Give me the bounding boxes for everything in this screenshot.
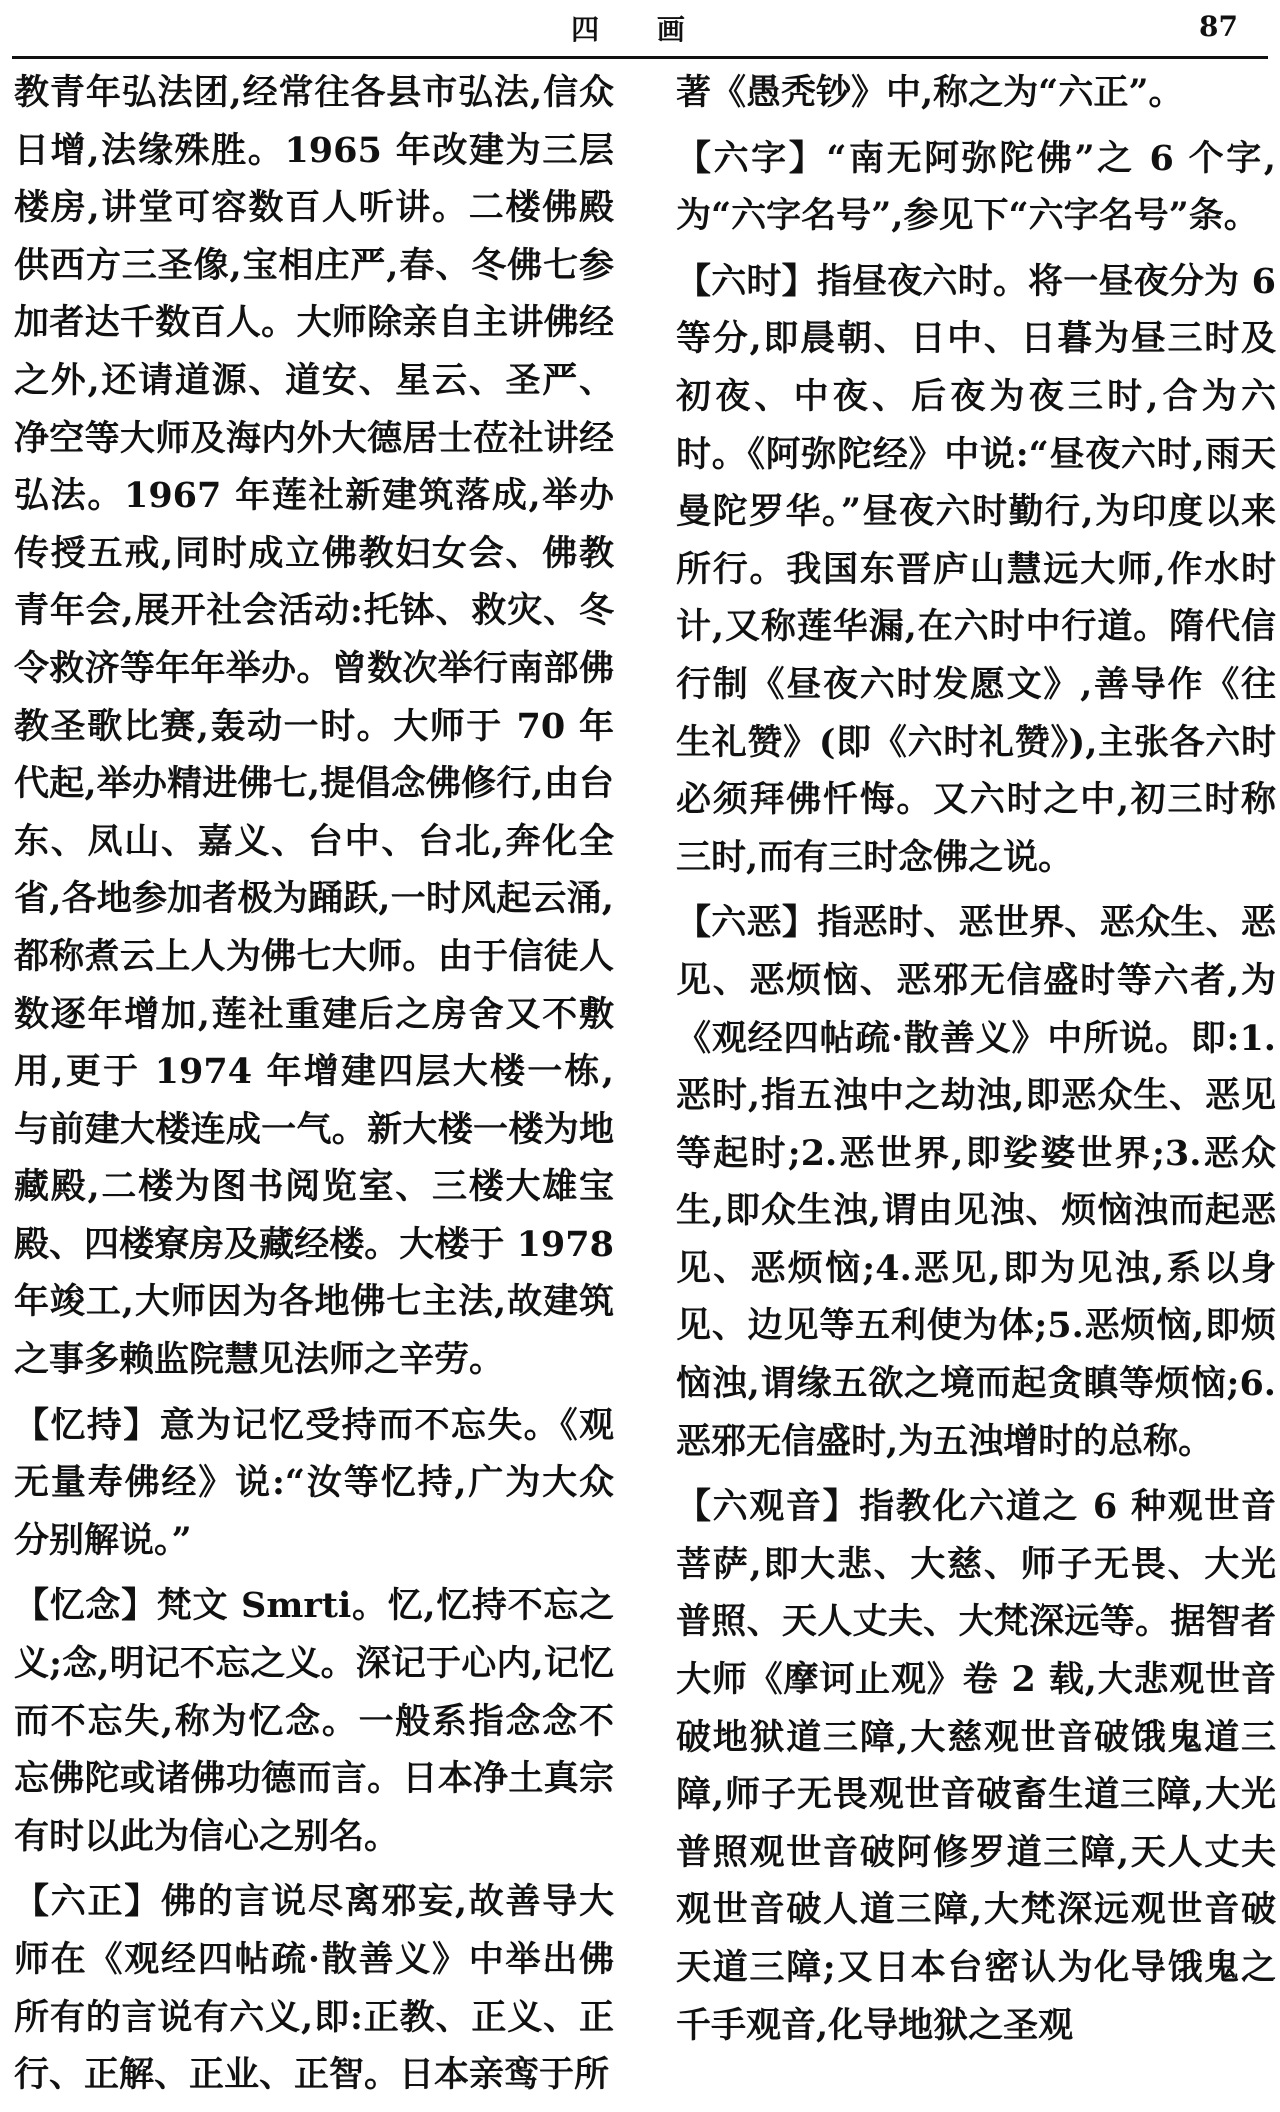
left-column xyxy=(14,64,614,2112)
entry-liue xyxy=(676,894,1276,1470)
entry-term: 【六字】 xyxy=(676,137,827,179)
entry-yichi xyxy=(14,1397,614,1570)
entry-liuzi xyxy=(676,130,1276,245)
entry-definition: 佛的言说尽离邪妄,故善导大师在《观经四帖疏·散善义》中举出佛所有的言说有六义,即:正教、正义、正行、正解、正业、正智。日本亲鸾于所 xyxy=(14,1881,614,2096)
entry-liushi xyxy=(676,253,1276,887)
entry-liuzheng xyxy=(14,1873,614,2103)
entry-definition: 指恶时、恶世界、恶众生、恶见、恶烦恼、恶邪无信盛时等六者,为《观经四帖疏·散善义》中所说。即:1.恶时,指五浊中之劫浊,即恶众生、恶见等起时;2.恶世界,即娑婆世界;3.恶众生,即众生浊,谓由见浊、烦恼浊而起恶见、恶烦恼;4.恶见,即为见浊,系以身见、边见等五利使为体;5.恶烦恼,即烦恼浊,谓缘五欲之境而起贪瞋等烦恼;6.恶邪无信盛时,为五浊增时的总称。 xyxy=(676,902,1276,1462)
entry-term: 【忆念】 xyxy=(14,1585,157,1627)
page-number: 87 xyxy=(1199,10,1238,43)
entry-definition: 指昼夜六时。将一昼夜分为 6 等分,即晨朝、日中、日暮为昼三时及初夜、中夜、后夜为夜三时,合为六时。《阿弥陀经》中说:“昼夜六时,雨天曼陀罗华。”昼夜六时勤行,为印度以来所行。我国东晋庐山慧远大师,作水时计,又称莲华漏,在六时中行道。隋代信行制《昼夜六时发愿文》,善导作《往生礼赞》(即《六时礼赞》),主张各六时必须拜佛忏悔。又六时之中,初三时称三时,而有三时念佛之说。 xyxy=(676,260,1276,878)
entry-liuguanyin xyxy=(676,1478,1276,2054)
continued-entry-text: 教青年弘法团,经常往各县市弘法,信众日增,法缘殊胜。1965 年改建为三层楼房,讲堂可容数百人听讲。二楼佛殿供西方三圣像,宝相庄严,春、冬佛七参加者达千数百人。大师除亲自主讲佛经之外,还请道源、道安、星云、圣严、净空等大师及海内外大德居士莅社讲经弘法。1967 年莲社新建筑落成,举办传授五戒,同时成立佛教妇女会、佛教青年会,展开社会活动:托钵、救灾、冬令救济等年年举办。曾数次举行南部佛教圣歌比赛,轰动一时。大师于 70 年代起,举办精进佛七,提倡念佛修行,由台东、凤山、嘉义、台中、台北,奔化全省,各地参加者极为踊跃,一时风起云涌,都称煮云上人为佛七大师。由于信徒人数逐年增加,莲社重建后之房舍又不敷用,更于 1974 年增建四层大楼一栋,与前建大楼连成一气。新大楼一楼为地藏殿,二楼为图书阅览室、三楼大雄宝殿、四楼寮房及藏经楼。大楼于 1978 年竣工,大师因为各地佛七主法,故建筑之事多赖监院慧见法师之辛劳。 xyxy=(14,72,614,1381)
entry-term: 【忆持】 xyxy=(14,1404,160,1446)
entry-definition: 梵文 Smrti。忆,忆持不忘之义;念,明记不忘之义。深记于心内,记忆而不忘失,称为忆念。一般系指念念不忘佛陀或诸佛功德而言。日本净土真宗有时以此为信心之别名。 xyxy=(14,1585,614,1857)
running-title: 四 画 xyxy=(571,13,709,46)
entry-term: 【六时】 xyxy=(676,260,817,302)
entry-yinian xyxy=(14,1577,614,1865)
header-rule xyxy=(12,56,1268,59)
right-column xyxy=(676,64,1276,2062)
entry-term: 【六正】 xyxy=(14,1881,161,1923)
entry-definition: 意为记忆受持而不忘失。《观无量寿佛经》说:“汝等忆持,广为大众分别解说。” xyxy=(14,1404,614,1561)
entry-term: 【六观音】 xyxy=(676,1486,860,1528)
page-header xyxy=(0,0,1280,60)
entry-term: 【六恶】 xyxy=(676,902,818,944)
entry-definition: 指教化六道之 6 种观世音菩萨,即大悲、大慈、师子无畏、大光普照、天人丈夫、大梵深远等。据智者大师《摩诃止观》卷 2 载,大悲观世音破地狱道三障,大慈观世音破饿鬼道三障,师子无畏观世音破畜生道三障,大光普照观世音破阿修罗道三障,天人丈夫观世音破人道三障,大梵深远观世音破天道三障;又日本台密认为化导饿鬼之千手观音,化导地狱之圣观 xyxy=(676,1486,1276,2046)
continued-entry-text: 著《愚秃钞》中,称之为“六正”。 xyxy=(676,72,1184,113)
entry-definition: “南无阿弥陀佛”之 6 个字,为“六字名号”,参见下“六字名号”条。 xyxy=(676,137,1276,237)
